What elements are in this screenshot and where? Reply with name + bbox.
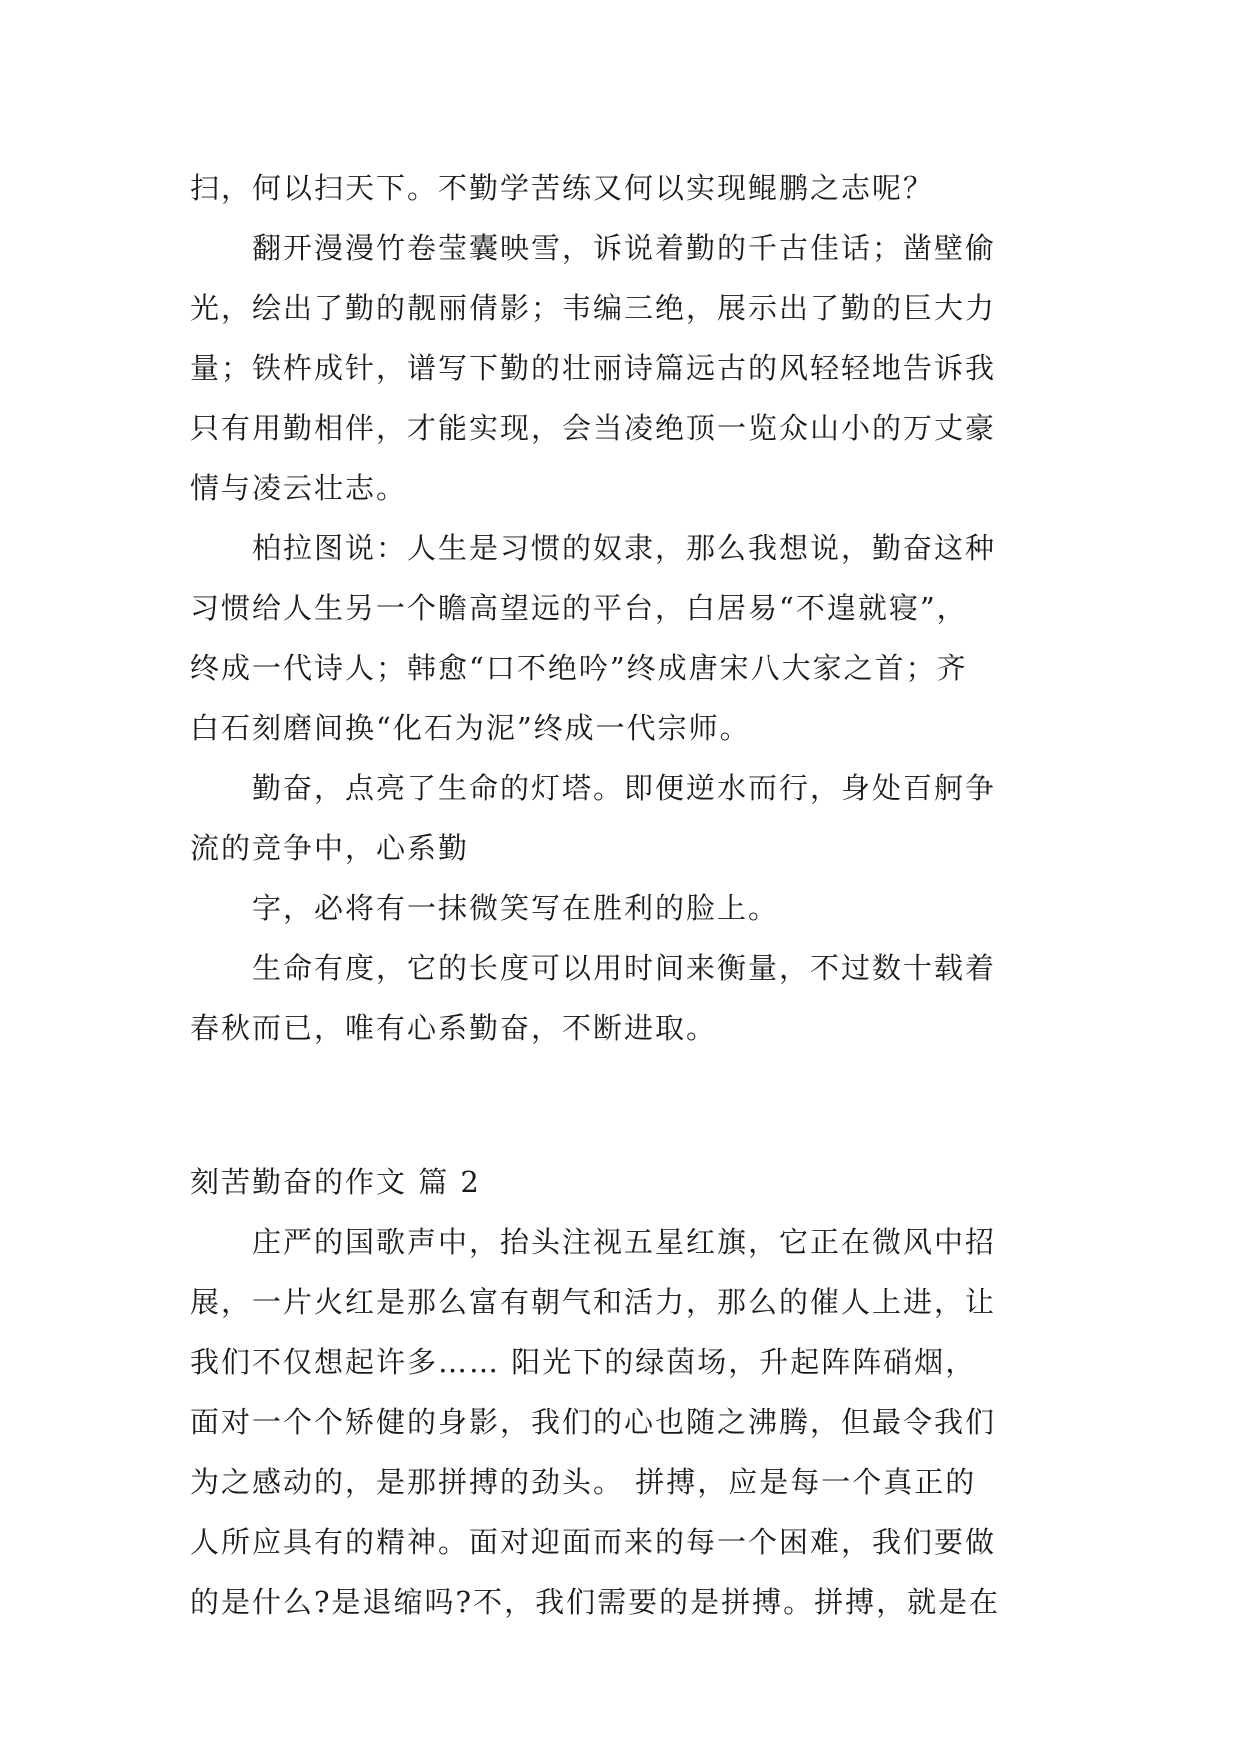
text-line: 习惯给人生另一个瞻高望远的平台，白居易“不遑就寝”， (190, 591, 968, 625)
text-line: 春秋而已，唯有心系勤奋，不断进取。 (190, 1011, 718, 1045)
text-line: 扫，何以扫天下。不勤学苦练又何以实现鲲鹏之志呢？ (190, 171, 935, 205)
section-title: 刻苦勤奋的作文 篇 2 (190, 1165, 481, 1199)
text-line: 光，绘出了勤的靓丽倩影；韦编三绝，展示出了勤的巨大力 (190, 291, 997, 325)
essay-part-2 (190, 1212, 1050, 1632)
text-line: 庄严的国歌声中，抬头注视五星红旗，它正在微风中招 (252, 1225, 997, 1259)
text-line: 字，必将有一抹微笑写在胜利的脸上。 (252, 891, 780, 925)
text-line: 翻开漫漫竹卷莹囊映雪，诉说着勤的千古佳话；凿壁偷 (252, 231, 997, 265)
text-line: 白石刻磨间换“化石为泥”终成一代宗师。 (190, 711, 751, 745)
text-line: 展，一片火红是那么富有朝气和活力，那么的催人上进，让 (190, 1285, 997, 1319)
text-line: 我们不仅想起许多…… 阳光下的绿茵场，升起阵阵硝烟， (190, 1345, 977, 1379)
text-line: 的是什么?是退缩吗?不，我们需要的是拼搏。拼搏，就是在 (190, 1585, 1001, 1619)
text-line: 流的竞争中，心系勤 (190, 831, 470, 865)
essay-part-1 (190, 158, 1050, 1058)
text-line: 终成一代诗人；韩愈“口不绝吟”终成唐宋八大家之首；齐 (190, 651, 968, 685)
text-line: 面对一个个矫健的身影，我们的心也随之沸腾，但最令我们 (190, 1405, 997, 1439)
text-line: 生命有度，它的长度可以用时间来衡量，不过数十载着 (252, 951, 997, 985)
text-line: 为之感动的，是那拼搏的劲头。 拼搏，应是每一个真正的 (190, 1465, 977, 1499)
text-line: 人所应具有的精神。面对迎面而来的每一个困难，我们要做 (190, 1525, 997, 1559)
text-line: 量；铁杵成针，谱写下勤的壮丽诗篇远古的风轻轻地告诉我 (190, 351, 997, 385)
text-line: 柏拉图说：人生是习惯的奴隶，那么我想说，勤奋这种 (252, 531, 997, 565)
text-line: 只有用勤相伴，才能实现，会当凌绝顶一览众山小的万丈豪 (190, 411, 997, 445)
document-page (190, 158, 1050, 1632)
text-line: 情与凌云壮志。 (190, 471, 408, 505)
section-gap (190, 1058, 1050, 1152)
text-line: 勤奋，点亮了生命的灯塔。即便逆水而行，身处百舸争 (252, 771, 997, 805)
